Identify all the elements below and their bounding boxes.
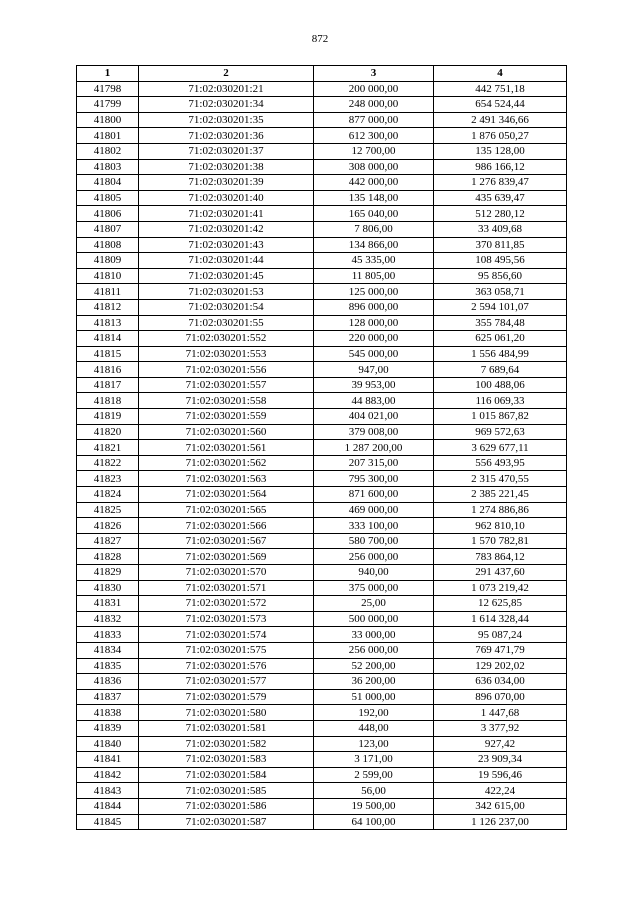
record-number-cell: 41818 bbox=[77, 393, 139, 409]
record-number-cell: 41823 bbox=[77, 471, 139, 487]
record-number-cell: 41831 bbox=[77, 596, 139, 612]
table-header bbox=[77, 66, 567, 82]
table-row bbox=[77, 362, 567, 378]
cadastral-number-cell: 71:02:030201:570 bbox=[139, 565, 314, 581]
cadastral-number-cell: 71:02:030201:38 bbox=[139, 159, 314, 175]
cadastral-number-cell: 71:02:030201:41 bbox=[139, 206, 314, 222]
table-row bbox=[77, 221, 567, 237]
table-row bbox=[77, 814, 567, 830]
value-cell: 51 000,00 bbox=[314, 689, 434, 705]
cadastral-number-cell: 71:02:030201:579 bbox=[139, 689, 314, 705]
amount-cell: 1 570 782,81 bbox=[434, 533, 567, 549]
record-number-cell: 41799 bbox=[77, 97, 139, 113]
cadastral-number-cell: 71:02:030201:39 bbox=[139, 175, 314, 191]
table-row bbox=[77, 268, 567, 284]
value-cell: 192,00 bbox=[314, 705, 434, 721]
table-row bbox=[77, 705, 567, 721]
cadastral-number-cell: 71:02:030201:37 bbox=[139, 143, 314, 159]
value-cell: 896 000,00 bbox=[314, 299, 434, 315]
table-row bbox=[77, 611, 567, 627]
record-number-cell: 41819 bbox=[77, 409, 139, 425]
record-number-cell: 41809 bbox=[77, 253, 139, 269]
amount-cell: 342 615,00 bbox=[434, 798, 567, 814]
amount-cell: 927,42 bbox=[434, 736, 567, 752]
record-number-cell: 41845 bbox=[77, 814, 139, 830]
value-cell: 125 000,00 bbox=[314, 284, 434, 300]
value-cell: 795 300,00 bbox=[314, 471, 434, 487]
amount-cell: 23 909,34 bbox=[434, 752, 567, 768]
cadastral-number-cell: 71:02:030201:574 bbox=[139, 627, 314, 643]
record-number-cell: 41798 bbox=[77, 81, 139, 97]
record-number-cell: 41832 bbox=[77, 611, 139, 627]
amount-cell: 969 572,63 bbox=[434, 424, 567, 440]
amount-cell: 129 202,02 bbox=[434, 658, 567, 674]
table-row bbox=[77, 206, 567, 222]
amount-cell: 625 061,20 bbox=[434, 331, 567, 347]
table-row bbox=[77, 455, 567, 471]
table-row bbox=[77, 112, 567, 128]
table-row bbox=[77, 440, 567, 456]
value-cell: 3 171,00 bbox=[314, 752, 434, 768]
amount-cell: 1 876 050,27 bbox=[434, 128, 567, 144]
amount-cell: 135 128,00 bbox=[434, 143, 567, 159]
cadastral-number-cell: 71:02:030201:21 bbox=[139, 81, 314, 97]
table-row bbox=[77, 315, 567, 331]
cadastral-number-cell: 71:02:030201:558 bbox=[139, 393, 314, 409]
value-cell: 500 000,00 bbox=[314, 611, 434, 627]
record-number-cell: 41804 bbox=[77, 175, 139, 191]
cadastral-number-cell: 71:02:030201:552 bbox=[139, 331, 314, 347]
cadastral-number-cell: 71:02:030201:42 bbox=[139, 221, 314, 237]
record-number-cell: 41816 bbox=[77, 362, 139, 378]
table-row bbox=[77, 689, 567, 705]
amount-cell: 986 166,12 bbox=[434, 159, 567, 175]
amount-cell: 1 015 867,82 bbox=[434, 409, 567, 425]
cadastral-number-cell: 71:02:030201:560 bbox=[139, 424, 314, 440]
cadastral-number-cell: 71:02:030201:585 bbox=[139, 783, 314, 799]
table-row bbox=[77, 518, 567, 534]
amount-cell: 355 784,48 bbox=[434, 315, 567, 331]
cadastral-number-cell: 71:02:030201:566 bbox=[139, 518, 314, 534]
amount-cell: 100 488,06 bbox=[434, 377, 567, 393]
record-number-cell: 41803 bbox=[77, 159, 139, 175]
record-number-cell: 41801 bbox=[77, 128, 139, 144]
table-row bbox=[77, 549, 567, 565]
record-number-cell: 41838 bbox=[77, 705, 139, 721]
amount-cell: 116 069,33 bbox=[434, 393, 567, 409]
table-row bbox=[77, 752, 567, 768]
amount-cell: 3 629 677,11 bbox=[434, 440, 567, 456]
amount-cell: 769 471,79 bbox=[434, 642, 567, 658]
cadastral-number-cell: 71:02:030201:567 bbox=[139, 533, 314, 549]
cadastral-number-cell: 71:02:030201:559 bbox=[139, 409, 314, 425]
amount-cell: 95 856,60 bbox=[434, 268, 567, 284]
cadastral-number-cell: 71:02:030201:584 bbox=[139, 767, 314, 783]
value-cell: 36 200,00 bbox=[314, 674, 434, 690]
table-row bbox=[77, 128, 567, 144]
amount-cell: 370 811,85 bbox=[434, 237, 567, 253]
record-number-cell: 41814 bbox=[77, 331, 139, 347]
record-number-cell: 41802 bbox=[77, 143, 139, 159]
column-header-2: 2 bbox=[139, 66, 314, 82]
table-row bbox=[77, 502, 567, 518]
table-row bbox=[77, 284, 567, 300]
amount-cell: 442 751,18 bbox=[434, 81, 567, 97]
value-cell: 612 300,00 bbox=[314, 128, 434, 144]
record-number-cell: 41808 bbox=[77, 237, 139, 253]
record-number-cell: 41807 bbox=[77, 221, 139, 237]
record-number-cell: 41828 bbox=[77, 549, 139, 565]
cadastral-number-cell: 71:02:030201:35 bbox=[139, 112, 314, 128]
cadastral-number-cell: 71:02:030201:54 bbox=[139, 299, 314, 315]
record-number-cell: 41837 bbox=[77, 689, 139, 705]
value-cell: 442 000,00 bbox=[314, 175, 434, 191]
value-cell: 379 008,00 bbox=[314, 424, 434, 440]
cadastral-number-cell: 71:02:030201:573 bbox=[139, 611, 314, 627]
cadastral-number-cell: 71:02:030201:575 bbox=[139, 642, 314, 658]
cadastral-number-cell: 71:02:030201:581 bbox=[139, 720, 314, 736]
value-cell: 877 000,00 bbox=[314, 112, 434, 128]
value-cell: 33 000,00 bbox=[314, 627, 434, 643]
amount-cell: 1 276 839,47 bbox=[434, 175, 567, 191]
value-cell: 580 700,00 bbox=[314, 533, 434, 549]
record-number-cell: 41805 bbox=[77, 190, 139, 206]
record-number-cell: 41826 bbox=[77, 518, 139, 534]
cadastral-number-cell: 71:02:030201:582 bbox=[139, 736, 314, 752]
value-cell: 200 000,00 bbox=[314, 81, 434, 97]
table-row bbox=[77, 471, 567, 487]
table-row bbox=[77, 596, 567, 612]
value-cell: 333 100,00 bbox=[314, 518, 434, 534]
cadastral-number-cell: 71:02:030201:569 bbox=[139, 549, 314, 565]
record-number-cell: 41829 bbox=[77, 565, 139, 581]
table-row bbox=[77, 346, 567, 362]
record-number-cell: 41843 bbox=[77, 783, 139, 799]
amount-cell: 422,24 bbox=[434, 783, 567, 799]
amount-cell: 2 385 221,45 bbox=[434, 487, 567, 503]
table-row bbox=[77, 580, 567, 596]
amount-cell: 108 495,56 bbox=[434, 253, 567, 269]
record-number-cell: 41825 bbox=[77, 502, 139, 518]
amount-cell: 2 491 346,66 bbox=[434, 112, 567, 128]
amount-cell: 556 493,95 bbox=[434, 455, 567, 471]
value-cell: 135 148,00 bbox=[314, 190, 434, 206]
value-cell: 2 599,00 bbox=[314, 767, 434, 783]
cadastral-number-cell: 71:02:030201:55 bbox=[139, 315, 314, 331]
value-cell: 940,00 bbox=[314, 565, 434, 581]
cadastral-number-cell: 71:02:030201:43 bbox=[139, 237, 314, 253]
page-number: 872 bbox=[311, 33, 329, 45]
amount-cell: 1 447,68 bbox=[434, 705, 567, 721]
value-cell: 448,00 bbox=[314, 720, 434, 736]
cadastral-number-cell: 71:02:030201:571 bbox=[139, 580, 314, 596]
record-number-cell: 41806 bbox=[77, 206, 139, 222]
record-number-cell: 41827 bbox=[77, 533, 139, 549]
table-row bbox=[77, 798, 567, 814]
amount-cell: 19 596,46 bbox=[434, 767, 567, 783]
record-number-cell: 41821 bbox=[77, 440, 139, 456]
value-cell: 64 100,00 bbox=[314, 814, 434, 830]
value-cell: 123,00 bbox=[314, 736, 434, 752]
value-cell: 128 000,00 bbox=[314, 315, 434, 331]
cadastral-number-cell: 71:02:030201:576 bbox=[139, 658, 314, 674]
cadastral-number-cell: 71:02:030201:572 bbox=[139, 596, 314, 612]
cadastral-number-cell: 71:02:030201:577 bbox=[139, 674, 314, 690]
amount-cell: 1 274 886,86 bbox=[434, 502, 567, 518]
value-cell: 52 200,00 bbox=[314, 658, 434, 674]
cadastral-number-cell: 71:02:030201:53 bbox=[139, 284, 314, 300]
table-row bbox=[77, 409, 567, 425]
record-number-cell: 41822 bbox=[77, 455, 139, 471]
amount-cell: 2 315 470,55 bbox=[434, 471, 567, 487]
header-row bbox=[77, 66, 567, 82]
value-cell: 248 000,00 bbox=[314, 97, 434, 113]
table-row bbox=[77, 565, 567, 581]
table-row bbox=[77, 736, 567, 752]
cadastral-number-cell: 71:02:030201:36 bbox=[139, 128, 314, 144]
value-cell: 134 866,00 bbox=[314, 237, 434, 253]
value-cell: 25,00 bbox=[314, 596, 434, 612]
value-cell: 7 806,00 bbox=[314, 221, 434, 237]
cadastral-number-cell: 71:02:030201:587 bbox=[139, 814, 314, 830]
record-number-cell: 41813 bbox=[77, 315, 139, 331]
amount-cell: 512 280,12 bbox=[434, 206, 567, 222]
value-cell: 308 000,00 bbox=[314, 159, 434, 175]
table-row bbox=[77, 175, 567, 191]
table-row bbox=[77, 487, 567, 503]
value-cell: 44 883,00 bbox=[314, 393, 434, 409]
record-number-cell: 41830 bbox=[77, 580, 139, 596]
table-row bbox=[77, 299, 567, 315]
table-row bbox=[77, 627, 567, 643]
value-cell: 12 700,00 bbox=[314, 143, 434, 159]
record-number-cell: 41817 bbox=[77, 377, 139, 393]
cadastral-number-cell: 71:02:030201:556 bbox=[139, 362, 314, 378]
column-header-1: 1 bbox=[77, 66, 139, 82]
value-cell: 45 335,00 bbox=[314, 253, 434, 269]
column-header-3: 3 bbox=[314, 66, 434, 82]
amount-cell: 3 377,92 bbox=[434, 720, 567, 736]
cadastral-number-cell: 71:02:030201:565 bbox=[139, 502, 314, 518]
record-number-cell: 41800 bbox=[77, 112, 139, 128]
record-number-cell: 41824 bbox=[77, 487, 139, 503]
record-number-cell: 41812 bbox=[77, 299, 139, 315]
amount-cell: 435 639,47 bbox=[434, 190, 567, 206]
table-row bbox=[77, 642, 567, 658]
value-cell: 545 000,00 bbox=[314, 346, 434, 362]
table-row bbox=[77, 720, 567, 736]
value-cell: 165 040,00 bbox=[314, 206, 434, 222]
cadastral-number-cell: 71:02:030201:586 bbox=[139, 798, 314, 814]
table-row bbox=[77, 783, 567, 799]
record-number-cell: 41810 bbox=[77, 268, 139, 284]
amount-cell: 12 625,85 bbox=[434, 596, 567, 612]
table-row bbox=[77, 331, 567, 347]
table-row bbox=[77, 658, 567, 674]
amount-cell: 95 087,24 bbox=[434, 627, 567, 643]
value-cell: 469 000,00 bbox=[314, 502, 434, 518]
record-number-cell: 41811 bbox=[77, 284, 139, 300]
cadastral-number-cell: 71:02:030201:45 bbox=[139, 268, 314, 284]
value-cell: 207 315,00 bbox=[314, 455, 434, 471]
table-row bbox=[77, 393, 567, 409]
cadastral-number-cell: 71:02:030201:564 bbox=[139, 487, 314, 503]
amount-cell: 1 614 328,44 bbox=[434, 611, 567, 627]
amount-cell: 7 689,64 bbox=[434, 362, 567, 378]
record-number-cell: 41844 bbox=[77, 798, 139, 814]
table-row bbox=[77, 377, 567, 393]
table-row bbox=[77, 237, 567, 253]
amount-cell: 896 070,00 bbox=[434, 689, 567, 705]
value-cell: 11 805,00 bbox=[314, 268, 434, 284]
table-row bbox=[77, 424, 567, 440]
cadastral-number-cell: 71:02:030201:44 bbox=[139, 253, 314, 269]
value-cell: 375 000,00 bbox=[314, 580, 434, 596]
table-row bbox=[77, 767, 567, 783]
amount-cell: 1 126 237,00 bbox=[434, 814, 567, 830]
amount-cell: 2 594 101,07 bbox=[434, 299, 567, 315]
value-cell: 871 600,00 bbox=[314, 487, 434, 503]
amount-cell: 1 073 219,42 bbox=[434, 580, 567, 596]
table-row bbox=[77, 253, 567, 269]
amount-cell: 962 810,10 bbox=[434, 518, 567, 534]
amount-cell: 1 556 484,99 bbox=[434, 346, 567, 362]
amount-cell: 654 524,44 bbox=[434, 97, 567, 113]
value-cell: 39 953,00 bbox=[314, 377, 434, 393]
value-cell: 1 287 200,00 bbox=[314, 440, 434, 456]
value-cell: 56,00 bbox=[314, 783, 434, 799]
cadastral-number-cell: 71:02:030201:561 bbox=[139, 440, 314, 456]
table-body bbox=[77, 81, 567, 830]
record-number-cell: 41839 bbox=[77, 720, 139, 736]
table-row bbox=[77, 533, 567, 549]
value-cell: 220 000,00 bbox=[314, 331, 434, 347]
cadastral-number-cell: 71:02:030201:563 bbox=[139, 471, 314, 487]
cadastral-number-cell: 71:02:030201:580 bbox=[139, 705, 314, 721]
record-number-cell: 41815 bbox=[77, 346, 139, 362]
registry-table bbox=[76, 65, 567, 830]
table-row bbox=[77, 81, 567, 97]
amount-cell: 636 034,00 bbox=[434, 674, 567, 690]
table-row bbox=[77, 190, 567, 206]
record-number-cell: 41833 bbox=[77, 627, 139, 643]
value-cell: 404 021,00 bbox=[314, 409, 434, 425]
record-number-cell: 41836 bbox=[77, 674, 139, 690]
amount-cell: 783 864,12 bbox=[434, 549, 567, 565]
value-cell: 256 000,00 bbox=[314, 642, 434, 658]
cadastral-number-cell: 71:02:030201:40 bbox=[139, 190, 314, 206]
table-row bbox=[77, 143, 567, 159]
cadastral-number-cell: 71:02:030201:553 bbox=[139, 346, 314, 362]
amount-cell: 33 409,68 bbox=[434, 221, 567, 237]
amount-cell: 363 058,71 bbox=[434, 284, 567, 300]
record-number-cell: 41820 bbox=[77, 424, 139, 440]
record-number-cell: 41840 bbox=[77, 736, 139, 752]
cadastral-number-cell: 71:02:030201:557 bbox=[139, 377, 314, 393]
amount-cell: 291 437,60 bbox=[434, 565, 567, 581]
table-row bbox=[77, 159, 567, 175]
table-row bbox=[77, 97, 567, 113]
value-cell: 256 000,00 bbox=[314, 549, 434, 565]
record-number-cell: 41841 bbox=[77, 752, 139, 768]
value-cell: 19 500,00 bbox=[314, 798, 434, 814]
cadastral-number-cell: 71:02:030201:583 bbox=[139, 752, 314, 768]
column-header-4: 4 bbox=[434, 66, 567, 82]
record-number-cell: 41842 bbox=[77, 767, 139, 783]
table-row bbox=[77, 674, 567, 690]
cadastral-number-cell: 71:02:030201:562 bbox=[139, 455, 314, 471]
value-cell: 947,00 bbox=[314, 362, 434, 378]
record-number-cell: 41834 bbox=[77, 642, 139, 658]
cadastral-number-cell: 71:02:030201:34 bbox=[139, 97, 314, 113]
record-number-cell: 41835 bbox=[77, 658, 139, 674]
